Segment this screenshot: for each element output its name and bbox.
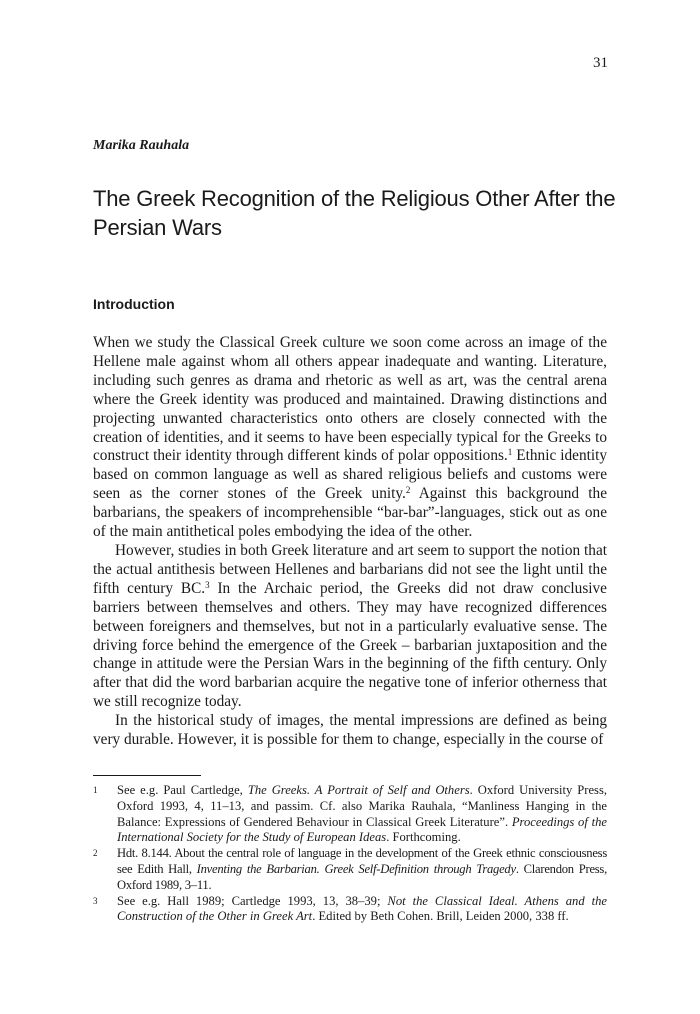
footnote-item bbox=[93, 846, 607, 893]
article-title: The Greek Recognition of the Religious Other After the Persian Wars bbox=[93, 186, 616, 240]
footnotes bbox=[93, 783, 607, 925]
body-text bbox=[93, 334, 607, 750]
footnote-reference[interactable]: 3 bbox=[205, 579, 210, 590]
footnote-text: Hdt. 8.144. About the central role of language in the development of the Greek ethnic consciousness see Edith Hall, Inventing the Barbarian. Greek Self-Definition through Tragedy. Clarendon Press, Oxford 1989, 3–11. bbox=[117, 846, 607, 892]
footnote-number: 2 bbox=[93, 848, 98, 859]
footnote-reference[interactable]: 1 bbox=[507, 447, 513, 458]
paragraph: When we study the Classical Greek culture we soon come across an image of the Hellene male against whom all others appear inadequate and wanting. Literature, including such genres as drama and rhetoric as well as art, was the central arena where the Greek identity was produced and maintained. Drawing distinctions and projecting unwanted characteristics onto others are closely connected with the creation of identities, and it seems to have been especially typical for the Greeks to construct their identity through different kinds of polar oppositions.$^1$ Ethnic identity based on common language as well as shared religious beliefs and customs were seen as the corner stones of the Greek unity.$^2$ Against this background the barbarians, the speakers of incomprehensible “bar-bar”-languages, stick out as one of the main antithetical poles embodying the idea of the other. bbox=[93, 334, 607, 541]
footnote-text: See e.g. Paul Cartledge, The Greeks. A Portrait of Self and Others. Oxford University Press, Oxford 1993, 4, 11–13, and passim. Cf. also Marika Rauhala, “Manliness Hanging in the Balance: Expressions of Gendered Behaviour in Classical Greek Literature”. Proceedings of the International Society for the Study of European Ideas. Forthcoming. bbox=[117, 783, 608, 845]
footnote-divider bbox=[93, 775, 201, 776]
author-name: Marika Rauhala bbox=[93, 138, 190, 153]
footnote-item bbox=[93, 894, 607, 926]
paragraph: However, studies in both Greek literature and art seem to support the notion that the actual antithesis between Hellenes and barbarians did not see the light until the fifth century BC.$^3$ In the Archaic period, the Greeks did not draw conclusive barriers between themselves and others. They may have recognized differences between foreigners and themselves, but not in a particularly evaluative sense. The driving force behind the emergence of the Greek – barbarian juxtaposition and the change in attitude were the Persian Wars in the beginning of the fifth century. Only after that did the word barbarian acquire the negative tone of inferior otherness that we still recognize today. bbox=[93, 541, 607, 711]
footnote-text: See e.g. Hall 1989; Cartledge 1993, 13, 38–39; Not the Classical Ideal. Athens and the Construction of the Other in Greek Art. Edited by Beth Cohen. Brill, Leiden 2000, 338 ff. bbox=[117, 893, 607, 924]
paragraph: In the historical study of images, the mental impressions are defined as being very durable. However, it is possible for them to change, especially in the course of bbox=[93, 712, 607, 749]
footnote-number: 3 bbox=[93, 895, 98, 906]
section-heading: Introduction bbox=[93, 296, 175, 312]
footnote-item bbox=[93, 783, 607, 846]
footnote-reference[interactable]: 2 bbox=[405, 485, 411, 496]
footnote-number: 1 bbox=[93, 785, 98, 795]
page-number: 31 bbox=[593, 55, 608, 71]
